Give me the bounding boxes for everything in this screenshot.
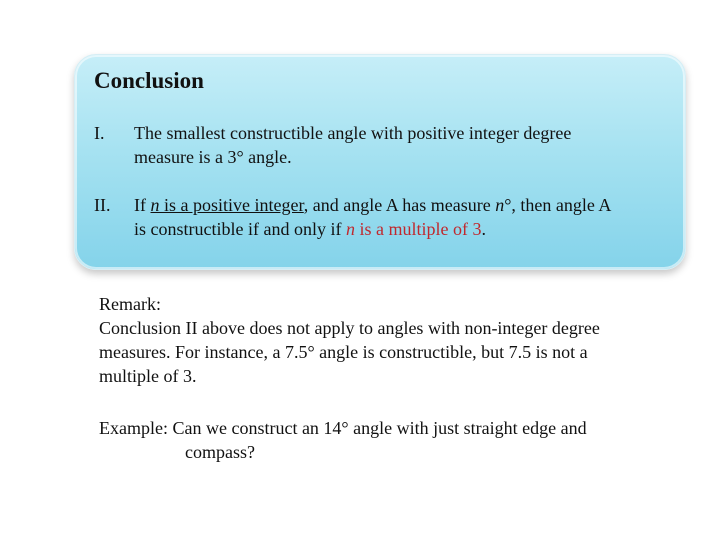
item-2-measure-text: , and angle A has measure	[303, 195, 496, 215]
conclusion-title: Conclusion	[94, 68, 204, 93]
positive-integer-phrase	[151, 195, 304, 215]
item-1-text	[134, 121, 674, 169]
item-2-line-1	[134, 193, 679, 217]
remark-line-2: measures. For instance, a 7.5° angle is constructible, but 7.5 is not a	[99, 342, 588, 362]
variable-n: n	[150, 195, 160, 215]
item-2-constructible-text: is constructible if and only if	[134, 219, 346, 239]
item-2-text	[134, 193, 679, 241]
variable-n: n	[495, 195, 505, 215]
positive-integer-text: is a positive integer	[159, 195, 304, 215]
item-2-line-2	[134, 217, 679, 241]
item-1-line-2: measure is a 3° angle.	[134, 147, 292, 167]
example-line-2: compass?	[185, 442, 255, 462]
remark-line-3: multiple of 3.	[99, 366, 197, 386]
item-1-numeral: I.	[94, 123, 105, 143]
item-2-period: .	[481, 219, 486, 239]
example-block	[99, 416, 679, 464]
item-2-then-text: °, then angle A	[504, 195, 612, 215]
remark-block	[99, 292, 679, 388]
variable-n-red: n	[345, 219, 355, 239]
item-2-if: If	[134, 195, 151, 215]
item-1-line-1: The smallest constructible angle with positive integer degree	[134, 123, 572, 143]
multiple-of-3-text: is a multiple of 3	[354, 219, 482, 239]
item-2-numeral: II.	[94, 195, 111, 215]
example-line-1: Example: Can we construct an 14° angle with just straight edge and	[99, 418, 587, 438]
remark-line-1: Conclusion II above does not apply to angles with non-integer degree	[99, 318, 600, 338]
remark-heading: Remark:	[99, 294, 161, 314]
